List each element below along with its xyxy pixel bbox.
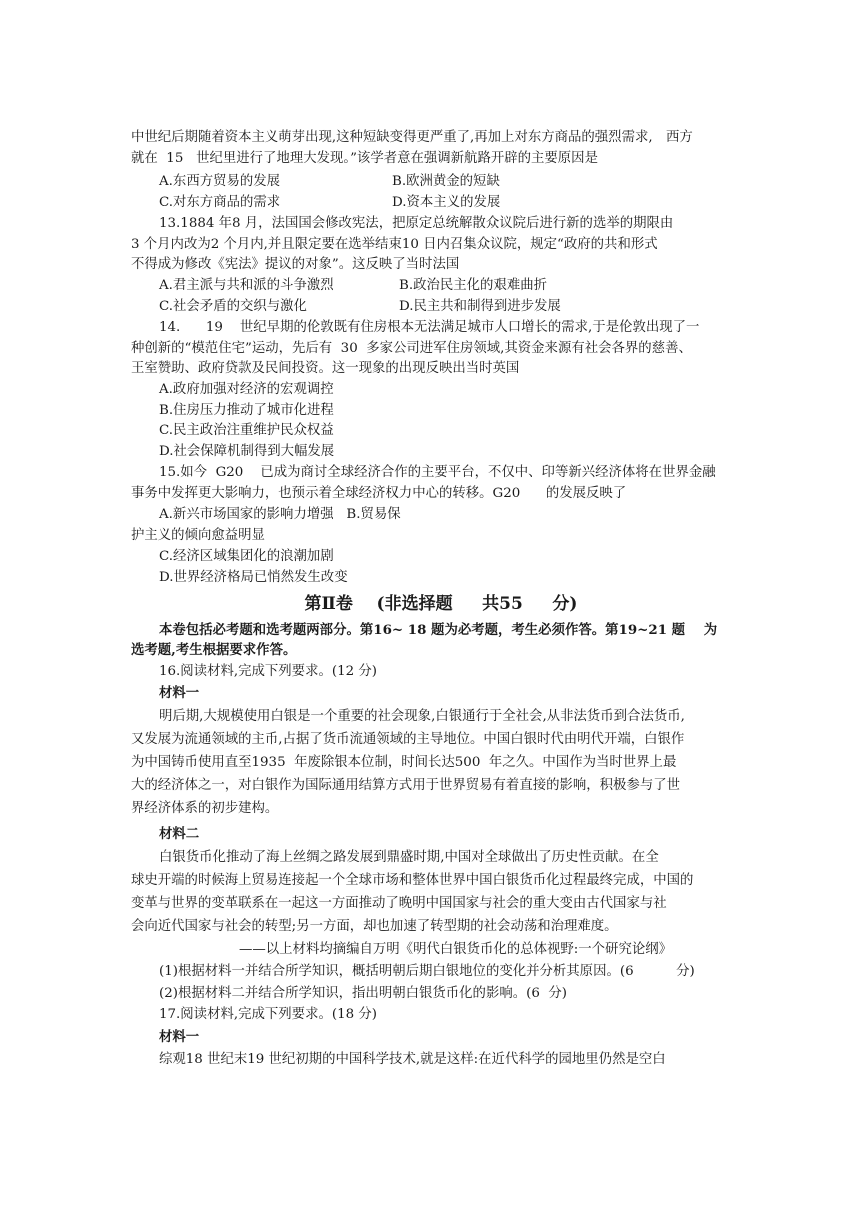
q16-question-2: (2)根据材料二并结合所学知识，指出明朝白银货币化的影响。(6 分) xyxy=(159,986,567,1001)
q15-stem-line-2: 事务中发挥更大影响力，也预示着全球经济权力中心的转移。G20 的发展反映了 xyxy=(131,486,627,501)
q16-material1-line-5: 界经济体系的初步建构。 xyxy=(131,801,279,816)
q15-option-d: D.世界经济格局已悄然发生改变 xyxy=(159,570,348,585)
q15-option-a: A.新兴市场国家的影响力增强 B.贸易保 xyxy=(159,507,401,522)
q12-stem-line-2: 就在 15 世纪里进行了地理大发现。”该学者意在强调新航路开辟的主要原因是 xyxy=(131,151,598,166)
q16-question-1: (1)根据材料一并结合所学知识，概括明朝后期白银地位的变化并分析其原因。(6 分) xyxy=(159,964,695,979)
q16-material2-line-2: 球史开端的时候海上贸易连接起一个全球市场和整体世界中国白银货币化过程最终完成，中国的 xyxy=(131,873,694,888)
q15-option-b-cont: 护主义的倾向愈益明显 xyxy=(131,528,265,543)
q14-stem-line-1: 14. 19 世纪早期的伦敦既有住房根本无法满足城市人口增长的需求,于是伦敦出现了一 xyxy=(159,320,700,335)
q14-option-d: D.社会保障机制得到大幅发展 xyxy=(159,444,335,459)
q16-material1-label: 材料一 xyxy=(159,685,200,701)
q16-material1-line-3: 为中国铸币使用直至1935 年废除银本位制，时间长达500 年之久。中国作为当时世界上最 xyxy=(131,755,677,770)
q14-stem-line-2: 种创新的“模范住宅”运动，先后有 30 多家公司进军住房领域,其资金来源有社会各界的慈善、 xyxy=(131,341,692,356)
q16-material2-line-3: 变革与世界的变革联系在一起这一方面推动了晚明中国国家与社会的重大变由古代国家与社 xyxy=(131,896,667,911)
section-2-intro-line-1: 本卷包括必考题和选考题两部分。第16~ 18 题为必考题，考生必须作答。第19~21 题 为 xyxy=(159,622,718,638)
q16-source: ——以上材料均摘编自万明《明代白银货币化的总体视野:一个研究论纲》 xyxy=(239,942,673,957)
section-2-intro-line-2: 选考题,考生根据要求作答。 xyxy=(131,642,297,658)
q16-material2-label: 材料二 xyxy=(159,826,200,842)
q17-header: 17.阅读材料,完成下列要求。(18 分) xyxy=(159,1007,377,1022)
q12-stem-line-1: 中世纪后期随着资本主义萌芽出现,这种短缺变得更严重了,再加上对东方商品的强烈需求, 西方 xyxy=(131,130,693,145)
q12-option-c: C.对东方商品的需求 xyxy=(159,195,281,210)
section-2-title: 第Ⅱ卷 (非选择题 共55 分) xyxy=(304,594,578,614)
q16-material1-line-2: 又发展为流通领域的主币,占据了货币流通领域的主导地位。中国白银时代由明代开端，白银作 xyxy=(131,732,685,747)
q13-option-b: B.政治民主化的艰难曲折 xyxy=(399,278,548,293)
q16-material2-line-4: 会向近代国家与社会的转型;另一方面，却也加速了转型期的社会动荡和治理难度。 xyxy=(131,919,618,934)
q15-option-c: C.经济区域集团化的浪潮加剧 xyxy=(159,549,334,564)
q13-option-c: C.社会矛盾的交织与激化 xyxy=(159,299,307,314)
q12-option-a: A.东西方贸易的发展 xyxy=(159,174,281,189)
q13-stem-line-1: 13.1884 年8 月，法国国会修改宪法，把原定总统解散众议院后进行新的选举的期限由 xyxy=(159,216,674,231)
q16-material2-line-1: 白银货币化推动了海上丝绸之路发展到鼎盛时期,中国对全球做出了历史性贡献。在全 xyxy=(159,850,659,865)
q16-header: 16.阅读材料,完成下列要求。(12 分) xyxy=(159,664,377,679)
q13-option-d: D.民主共和制得到进步发展 xyxy=(399,299,561,314)
q13-option-a: A.君主派与共和派的斗争激烈 xyxy=(159,278,334,293)
q14-option-a: A.政府加强对经济的宏观调控 xyxy=(159,382,334,397)
q14-option-b: B.住房压力推动了城市化进程 xyxy=(159,403,334,418)
q12-option-d: D.资本主义的发展 xyxy=(392,195,501,210)
q15-stem-line-1: 15.如今 G20 已成为商讨全球经济合作的主要平台，不仅中、印等新兴经济体将在世界金融 xyxy=(159,465,716,480)
q17-material1-label: 材料一 xyxy=(159,1029,200,1045)
q12-option-b: B.欧洲黄金的短缺 xyxy=(392,174,500,189)
q14-stem-line-3: 王室赞助、政府贷款及民间投资。这一现象的出现反映出当时英国 xyxy=(131,361,520,376)
q17-material1-line-1: 综观18 世纪末19 世纪初期的中国科学技术,就是这样:在近代科学的园地里仍然是空白 xyxy=(159,1052,666,1067)
q16-material1-line-1: 明后期,大规模使用白银是一个重要的社会现象,白银通行于全社会,从非法货币到合法货币, xyxy=(159,709,685,724)
q13-stem-line-3: 不得成为修改《宪法》提议的对象”。这反映了当时法国 xyxy=(131,257,460,272)
q14-option-c: C.民主政治注重维护民众权益 xyxy=(159,423,334,438)
q13-stem-line-2: 3 个月内改为2 个月内,并且限定要在选举结束10 日内召集众议院，规定“政府的共和形式 xyxy=(131,237,658,252)
q16-material1-line-4: 大的经济体之一，对白银作为国际通用结算方式用于世界贸易有着直接的影响，积极参与了世 xyxy=(131,778,681,793)
